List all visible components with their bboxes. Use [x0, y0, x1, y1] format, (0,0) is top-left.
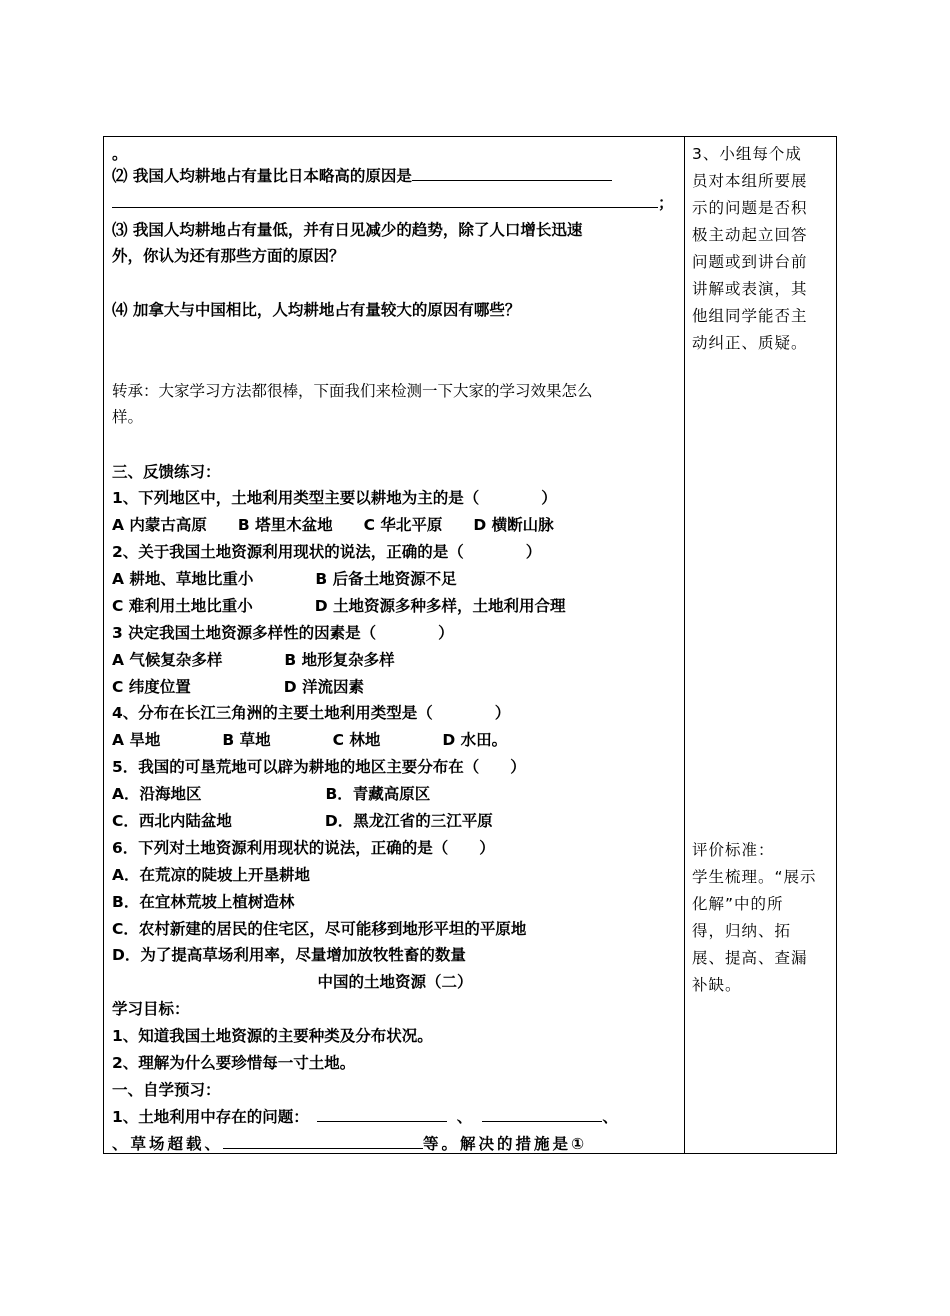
exercise-2-options-ab: A 耕地、草地比重小 B 后备土地资源不足 — [112, 570, 457, 588]
question-3-line-1: ⑶ 我国人均耕地占有量低，并有日见减少的趋势，除了人口增长迅速 — [112, 221, 583, 239]
evaluation-line: 补缺。 — [692, 976, 742, 994]
evaluation-line: 学生梳理。“展示 — [692, 868, 817, 886]
lesson-title: 中国的土地资源（二） — [317, 973, 473, 991]
preview-question-1-continued — [112, 1133, 587, 1155]
separator: 、 — [602, 1108, 618, 1126]
separator: 、 — [456, 1108, 473, 1126]
side-note-line: 示的问题是否积 — [692, 199, 808, 217]
goal-2: 2、理解为什么要珍惜每一寸土地。 — [112, 1054, 356, 1072]
section-heading-feedback: 三、反馈练习： — [112, 463, 221, 481]
question-2 — [112, 165, 612, 187]
exercise-1: 1、下列地区中，土地利用类型主要以耕地为主的是（ ） — [112, 489, 557, 507]
exercise-4-options: A 旱地 B 草地 C 林地 D 水田。 — [112, 731, 508, 749]
goals-heading: 学习目标： — [112, 1000, 190, 1018]
goal-1: 1、知道我国土地资源的主要种类及分布状况。 — [112, 1027, 433, 1045]
transition-line-1: 转承：大家学习方法都很棒，下面我们来检测一下大家的学习效果怎么 — [112, 382, 593, 400]
answer-blank[interactable] — [223, 1133, 423, 1149]
exercise-6-option-a: A．在荒凉的陡坡上开垦耕地 — [112, 866, 310, 884]
exercise-1-options: A 内蒙古高原 B 塔里木盆地 C 华北平原 D 横断山脉 — [112, 516, 554, 534]
answer-blank[interactable] — [112, 192, 658, 208]
exercise-5: 5．我国的可垦荒地可以辟为耕地的地区主要分布在（ ） — [112, 758, 526, 776]
exercise-5-options-ab: A．沿海地区 B．青藏高原区 — [112, 785, 431, 803]
preview-question-1-text: 1、土地利用中存在的问题： — [112, 1108, 309, 1126]
side-note-line: 动纠正、质疑。 — [692, 334, 808, 352]
evaluation-line: 展、提高、查漏 — [692, 949, 808, 967]
exercise-6: 6．下列对土地资源利用现状的说法，正确的是（ ） — [112, 839, 495, 857]
question-2-text: ⑵ 我国人均耕地占有量比日本略高的原因是 — [112, 167, 412, 185]
section-heading-preview: 一、自学预习： — [112, 1081, 221, 1099]
answer-blank[interactable] — [317, 1106, 447, 1122]
question-3-line-2: 外，你认为还有那些方面的原因？ — [112, 247, 345, 265]
question-4: ⑷ 加拿大与中国相比，人均耕地占有量较大的原因有哪些？ — [112, 301, 521, 319]
exercise-4: 4、分布在长江三角洲的主要土地利用类型是（ ） — [112, 704, 511, 722]
side-note-line: 问题或到讲台前 — [692, 253, 808, 271]
side-note-line: 他组同学能否主 — [692, 307, 808, 325]
exercise-2: 2、关于我国土地资源利用现状的说法，正确的是（ ） — [112, 543, 542, 561]
preview-question-1-text-2: 、草场超载、 — [112, 1135, 224, 1153]
evaluation-line: 化解”中的所 — [692, 895, 784, 913]
column-divider — [684, 136, 685, 1154]
answer-blank[interactable] — [482, 1106, 602, 1122]
exercise-3: 3 决定我国土地资源多样性的因素是（ ） — [112, 624, 454, 642]
question-2-end: ； — [658, 194, 674, 212]
exercise-6-option-b: B．在宜林荒坡上植树造林 — [112, 893, 295, 911]
evaluation-heading: 评价标准： — [692, 841, 775, 859]
exercise-6-option-d: D．为了提高草场利用率，尽量增加放牧牲畜的数量 — [112, 946, 466, 964]
exercise-2-options-cd: C 难利用土地比重小 D 土地资源多种多样，土地利用合理 — [112, 597, 566, 615]
exercise-6-option-c: C．农村新建的居民的住宅区，尽可能移到地形平坦的平原地 — [112, 920, 527, 938]
preview-question-1-text-3: 等。解决的措施是① — [423, 1135, 588, 1153]
side-note-line: 极主动起立回答 — [692, 226, 808, 244]
answer-blank[interactable] — [412, 165, 612, 181]
exercise-3-options-cd: C 纬度位置 D 洋流因素 — [112, 678, 365, 696]
preview-question-1 — [112, 1106, 618, 1128]
side-note-line: 讲解或表演，其 — [692, 280, 808, 298]
question-2-continuation — [112, 192, 674, 214]
evaluation-line: 得，归纳、拓 — [692, 922, 792, 940]
text-line: 。 — [112, 145, 128, 163]
side-note-line: 员对本组所要展 — [692, 172, 808, 190]
exercise-3-options-ab: A 气候复杂多样 B 地形复杂多样 — [112, 651, 395, 669]
transition-line-2: 样。 — [112, 408, 144, 426]
side-note-line: 3、小组每个成 — [692, 145, 802, 163]
exercise-5-options-cd: C．西北内陆盆地 D．黑龙江省的三江平原 — [112, 812, 493, 830]
